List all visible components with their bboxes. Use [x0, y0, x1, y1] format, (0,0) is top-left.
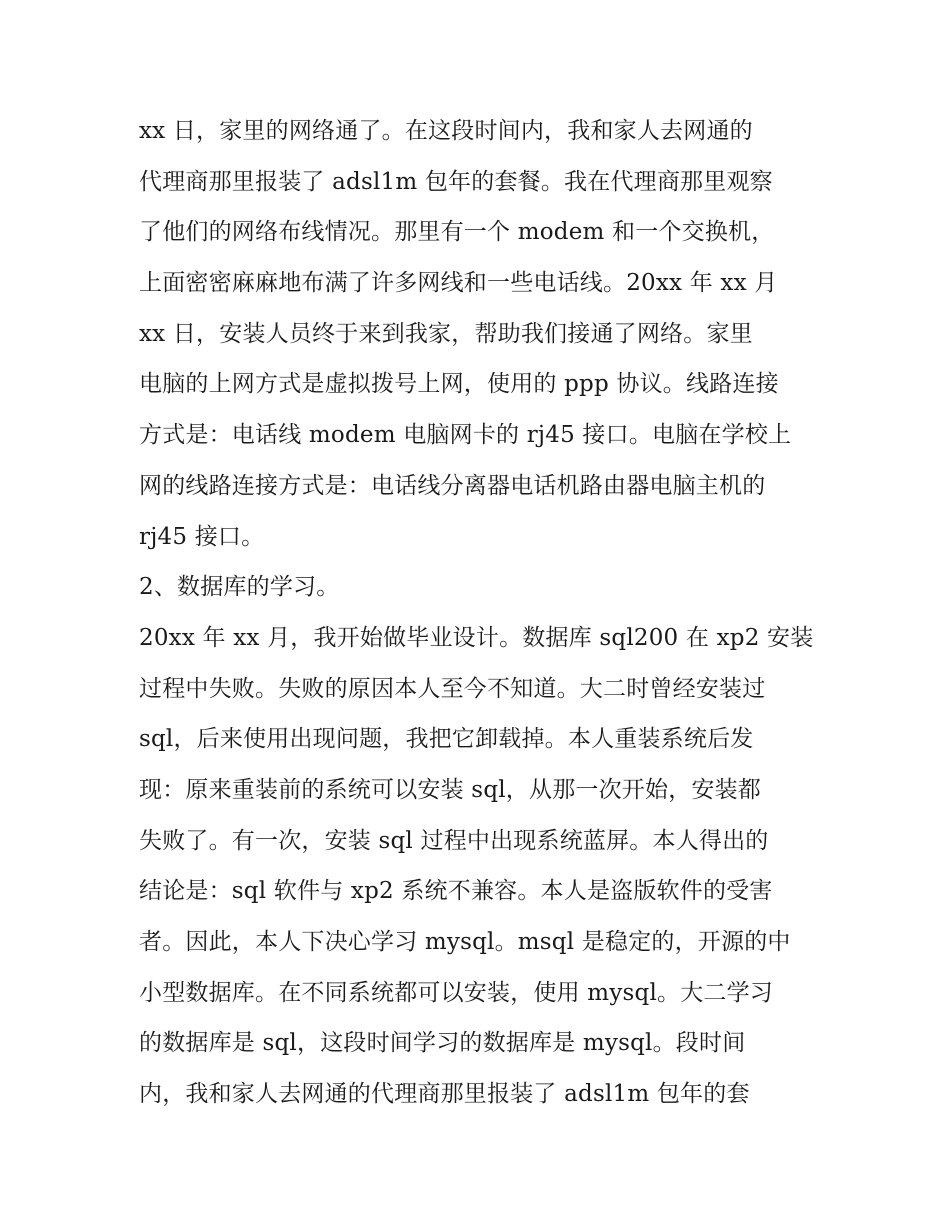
text-line: 者。因此，本人下决心学习 mysql。msql 是稳定的，开源的中	[139, 929, 791, 955]
text-line: xx 日，家里的网络通了。在这段时间内，我和家人去网通的	[139, 118, 753, 144]
text-line: 了他们的网络布线情况。那里有一个 modem 和一个交换机，	[139, 219, 775, 246]
body-text	[139, 106, 819, 1120]
text-line: 20xx 年 xx 月，我开始做毕业设计。数据库 sql200 在 xp2 安装	[139, 624, 814, 651]
text-line: 电脑的上网方式是虚拟拨号上网，使用的 ppp 协议。线路连接	[139, 371, 779, 398]
text-line: 上面密密麻麻地布满了许多网线和一些电话线。20xx 年 xx 月	[139, 270, 778, 297]
text-line: 结论是：sql 软件与 xp2 系统不兼容。本人是盗版软件的受害	[139, 878, 773, 905]
text-line: 内，我和家人去网通的代理商那里报装了 adsl1m 包年的套	[139, 1081, 750, 1108]
text-line: rj45 接口。	[139, 523, 265, 550]
text-line: 现：原来重装前的系统可以安装 sql，从那一次开始，安装都	[139, 776, 761, 803]
text-line: 代理商那里报装了 adsl1m 包年的套餐。我在代理商那里观察	[139, 168, 773, 195]
text-line: 失败了。有一次，安装 sql 过程中出现系统蓝屏。本人得出的	[139, 827, 769, 854]
text-line: 方式是：电话线 modem 电脑网卡的 rj45 接口。电脑在学校上	[139, 422, 792, 449]
text-line: 网的线路连接方式是：电话线分离器电话机路由器电脑主机的	[139, 472, 766, 499]
text-line: xx 日，安装人员终于来到我家，帮助我们接通了网络。家里	[139, 320, 753, 347]
section-heading: 2、数据库的学习。	[139, 574, 340, 601]
text-line: 的数据库是 sql，这段时间学习的数据库是 mysql。段时间	[139, 1030, 746, 1057]
text-line: 过程中失败。失败的原因本人至今不知道。大二时曾经安装过	[139, 675, 766, 702]
text-line: 小型数据库。在不同系统都可以安装，使用 mysql。大二学习	[139, 979, 773, 1006]
text-line: sql，后来使用出现问题，我把它卸载掉。本人重装系统后发	[139, 726, 754, 753]
